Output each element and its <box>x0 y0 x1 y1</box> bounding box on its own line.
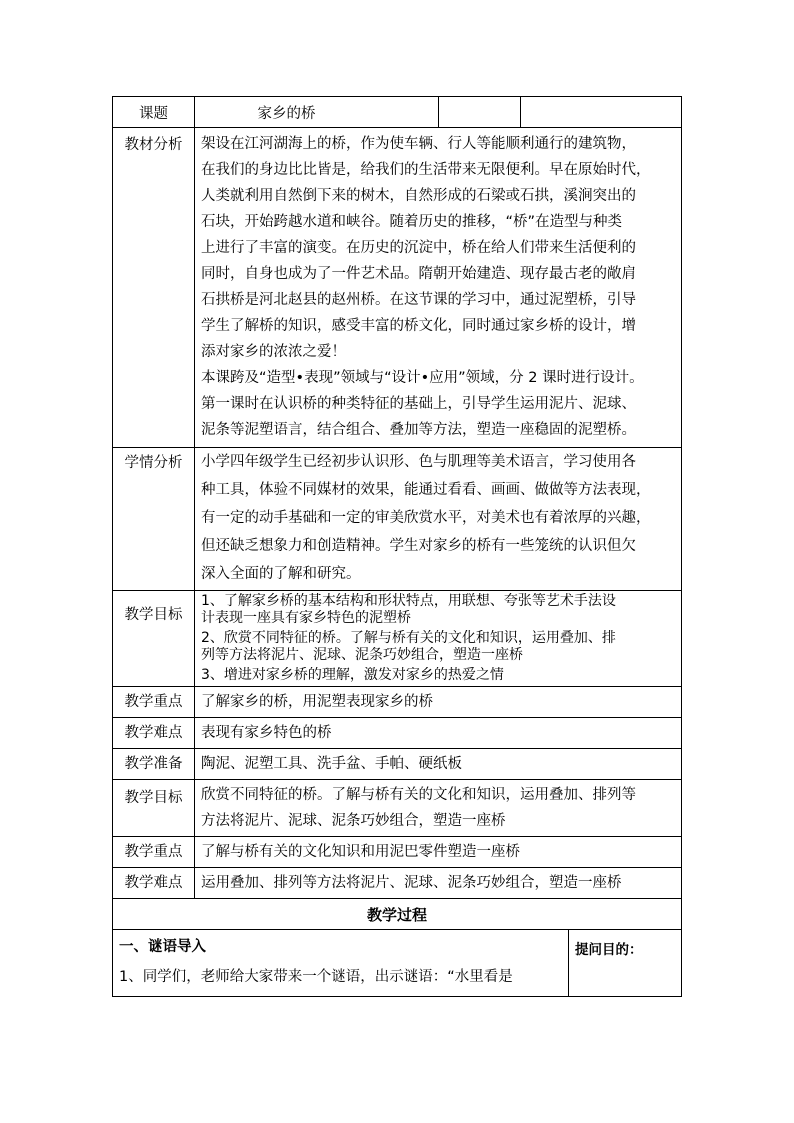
key-row-1 <box>113 687 682 718</box>
student-label: 学情分析 <box>113 448 195 591</box>
key-label-1: 教学重点 <box>113 687 195 718</box>
goals-row-2 <box>113 780 682 837</box>
goals-label-2: 教学目标 <box>113 780 195 837</box>
process-title: 教学过程 <box>113 899 682 930</box>
prep-label: 教学准备 <box>113 749 195 780</box>
analysis-row <box>113 128 682 448</box>
key-label-2: 教学重点 <box>113 837 195 868</box>
student-line: 小学四年级学生已经初步认识形、色与肌理等美术语言，学习使用各 <box>201 454 636 470</box>
header-row <box>113 97 682 128</box>
prep-row <box>113 749 682 780</box>
header-blank-cell-1 <box>439 97 521 128</box>
key-content-2: 了解与桥有关的文化知识和用泥巴零件塑造一座桥 <box>195 837 682 868</box>
process-section-heading: 一、谜语导入 <box>119 939 206 955</box>
student-line: 但还缺乏想象力和创造精神。学生对家乡的桥有一些笼统的认识但欠 <box>201 538 636 554</box>
analysis-line: 学生了解桥的知识，感受丰富的桥文化，同时通过家乡桥的设计，增 <box>201 318 636 334</box>
header-blank-cell-2 <box>521 97 682 128</box>
student-row <box>113 448 682 591</box>
key-content-1: 了解家乡的桥，用泥塑表现家乡的桥 <box>195 687 682 718</box>
prep-content: 陶泥、泥塑工具、洗手盆、手帕、硬纸板 <box>195 749 682 780</box>
topic-title: 家乡的桥 <box>195 97 439 128</box>
analysis-line: 添对家乡的浓浓之爱！ <box>201 344 346 360</box>
process-row <box>113 930 682 997</box>
goals2-line: 欣赏不同特征的桥。了解与桥有关的文化和知识，运用叠加、排列等 <box>201 787 636 803</box>
goals-line: 列等方法将泥片、泥球、泥条巧妙组合，塑造一座桥 <box>201 647 523 663</box>
analysis-line: 人类就利用自然倒下来的树木，自然形成的石梁或石拱，溪涧突出的 <box>201 188 636 204</box>
goals-content-2 <box>195 780 682 837</box>
process-title-row <box>113 899 682 930</box>
analysis-line: 石块，开始跨越水道和峡谷。随着历史的推移，“桥”在造型与种类 <box>201 214 623 230</box>
analysis-line: 在我们的身边比比皆是，给我们的生活带来无限便利。早在原始时代， <box>201 162 651 178</box>
analysis-line: 上进行了丰富的演变。在历史的沉淀中，桥在给人们带来生活便利的 <box>201 240 636 256</box>
key-row-2 <box>113 837 682 868</box>
analysis-label: 教材分析 <box>113 128 195 448</box>
difficulty-content-2: 运用叠加、排列等方法将泥片、泥球、泥条巧妙组合，塑造一座桥 <box>195 868 682 899</box>
goals-line: 计表现一座具有家乡特色的泥塑桥 <box>201 610 411 626</box>
goals-row <box>113 591 682 687</box>
difficulty-label-1: 教学难点 <box>113 718 195 749</box>
difficulty-row-2 <box>113 868 682 899</box>
purpose-label: 提问目的： <box>569 930 682 997</box>
analysis-content <box>195 128 682 448</box>
process-content <box>113 930 569 997</box>
lesson-plan <box>112 96 681 997</box>
analysis-line: 石拱桥是河北赵县的赵州桥。在这节课的学习中，通过泥塑桥，引导 <box>201 292 636 308</box>
analysis-line: 同时，自身也成为了一件艺术品。隋朝开始建造、现存最古老的敞肩 <box>201 266 636 282</box>
difficulty-row-1 <box>113 718 682 749</box>
student-line: 有一定的动手基础和一定的审美欣赏水平，对美术也有着浓厚的兴趣， <box>201 510 651 526</box>
analysis-line: 泥条等泥塑语言，结合组合、叠加等方法，塑造一座稳固的泥塑桥。 <box>201 422 636 438</box>
goals-line: 3、增进对家乡桥的理解，激发对家乡的热爱之情 <box>201 667 504 683</box>
analysis-line: 架设在江河湖海上的桥，作为使车辆、行人等能顺利通行的建筑物， <box>201 136 636 152</box>
goals-line: 2、欣赏不同特征的桥。了解与桥有关的文化和知识，运用叠加、排 <box>201 630 616 646</box>
analysis-line: 第一课时在认识桥的种类特征的基础上，引导学生运用泥片、泥球、 <box>201 396 636 412</box>
goals-label: 教学目标 <box>113 591 195 687</box>
lesson-plan-table <box>112 96 682 997</box>
difficulty-content-1: 表现有家乡特色的桥 <box>195 718 682 749</box>
student-line: 深入全面的了解和研究。 <box>201 566 361 582</box>
goals-content <box>195 591 682 687</box>
goals2-line: 方法将泥片、泥球、泥条巧妙组合，塑造一座桥 <box>201 813 506 829</box>
analysis-line: 本课跨及“造型•表现”领域与“设计•应用”领域，分 2 课时进行设计。 <box>201 370 644 386</box>
student-content <box>195 448 682 591</box>
topic-label: 课题 <box>113 97 195 128</box>
goals-line: 1、了解家乡桥的基本结构和形状特点，用联想、夸张等艺术手法设 <box>201 593 616 609</box>
difficulty-label-2: 教学难点 <box>113 868 195 899</box>
student-line: 种工具，体验不同媒材的效果，能通过看看、画画、做做等方法表现， <box>201 482 651 498</box>
process-line: 1、同学们，老师给大家带来一个谜语，出示谜语：“水里看是 <box>119 969 513 985</box>
